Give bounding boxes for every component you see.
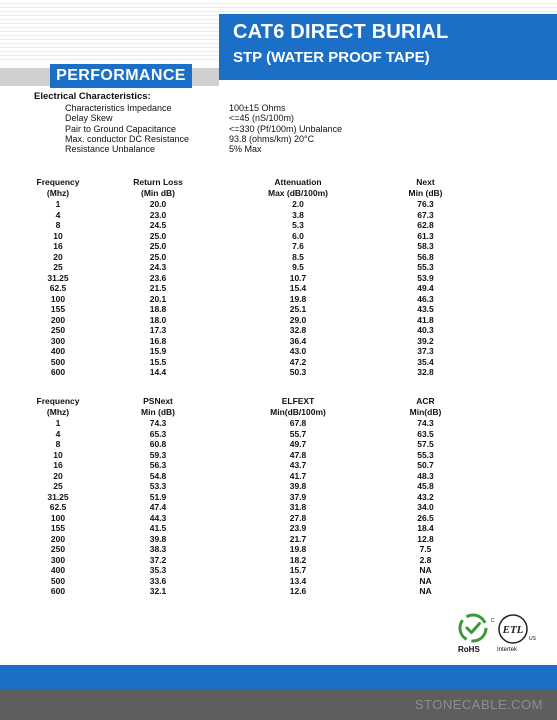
electrical-label: Pair to Ground Capacitance — [65, 123, 177, 134]
table-cell: 250 — [50, 325, 66, 335]
performance-table-1 — [28, 177, 483, 378]
table-cell: 39.8 — [149, 533, 167, 544]
table-cell: 51.9 — [149, 491, 167, 502]
table-cell: 24.5 — [149, 220, 167, 230]
table-row — [28, 439, 483, 450]
table-cell: 37.3 — [417, 346, 434, 356]
table-cell: 23.0 — [149, 209, 167, 220]
table-cell: 12.8 — [417, 533, 434, 544]
table-header-row — [28, 407, 483, 418]
electrical-value: <=45 (nS/100m) — [229, 113, 295, 124]
table-cell: 200 — [50, 533, 66, 544]
table-cell: 37.2 — [149, 554, 167, 565]
table-row — [28, 273, 483, 284]
table-cell: 20.0 — [149, 199, 167, 209]
table-cell: 2.0 — [292, 199, 304, 209]
table-row — [28, 471, 483, 482]
table-cell: 18.4 — [417, 523, 434, 533]
table-cell: 400 — [50, 346, 66, 356]
table-cell: 20.1 — [149, 293, 167, 304]
column-header: Min (dB) — [408, 188, 443, 198]
table-cell: 18.8 — [149, 304, 167, 314]
electrical-heading: Electrical Characteristics: — [34, 91, 151, 102]
table-cell: 38.3 — [149, 544, 167, 554]
table-cell: 15.4 — [289, 283, 307, 293]
etl-c-mark: C — [491, 618, 495, 624]
table-cell: 41.8 — [417, 314, 434, 325]
table-row — [28, 294, 483, 305]
table-cell: 8.5 — [292, 251, 304, 262]
table-cell: 57.5 — [417, 439, 434, 449]
column-header: Return Loss — [133, 177, 183, 187]
table-cell: 4 — [55, 428, 61, 439]
column-header: Frequency — [36, 177, 80, 187]
table-header-row — [28, 396, 483, 407]
product-title: CAT6 DIRECT BURIAL — [233, 21, 449, 43]
electrical-value: <=330 (Pf/100m) Unbalance — [229, 123, 343, 134]
table-cell: 23.6 — [149, 272, 167, 283]
table-row — [28, 429, 483, 440]
electrical-value: 93.8 (ohms/km) 20°C — [229, 133, 315, 144]
table-row — [28, 576, 483, 587]
footer-website: STONECABLE.COM — [414, 697, 543, 712]
column-header: Min (dB) — [141, 407, 175, 417]
column-header: (Mhz) — [46, 188, 70, 198]
table-cell: 3.8 — [292, 209, 304, 220]
rohs-label: RoHS — [458, 645, 480, 654]
column-header: (Min dB) — [141, 188, 175, 198]
table-cell: 65.3 — [149, 428, 167, 439]
table-cell: 43.2 — [417, 491, 434, 502]
table-cell: 58.3 — [417, 241, 434, 251]
table-cell: 67.3 — [417, 209, 434, 220]
table-cell: 25.0 — [149, 251, 167, 262]
table-cell: 53.9 — [417, 272, 434, 283]
table-cell: 54.8 — [149, 470, 167, 481]
table-cell: 25.0 — [149, 241, 167, 251]
electrical-value: 100±15 Ohms — [229, 103, 286, 113]
table-cell: 47.8 — [289, 449, 307, 460]
table-cell: 500 — [50, 575, 66, 586]
rohs-recycle-check-icon — [458, 613, 488, 643]
table-cell: NA — [419, 565, 432, 575]
column-header: ELFEXT — [281, 396, 315, 406]
table-cell: 27.8 — [289, 512, 307, 523]
table-cell: 7.6 — [292, 241, 304, 251]
column-header: (Mhz) — [46, 407, 70, 417]
table-cell: 250 — [50, 544, 66, 554]
table-cell: 32.1 — [149, 586, 167, 596]
table-cell: 16.8 — [149, 335, 167, 346]
table-cell: 31.25 — [47, 272, 69, 283]
table-cell: 45.8 — [417, 481, 434, 491]
table-cell: 16 — [53, 241, 63, 251]
table-cell: 41.7 — [289, 470, 307, 481]
table-cell: 49.7 — [289, 439, 307, 449]
column-header: Frequency — [36, 396, 80, 406]
table-cell: 18.0 — [149, 314, 167, 325]
table-cell: 25.1 — [289, 304, 307, 314]
table-cell: NA — [419, 575, 432, 586]
table-cell: 9.5 — [292, 262, 304, 272]
table-cell: 55.3 — [417, 449, 434, 460]
table-cell: 55.7 — [289, 428, 307, 439]
table-cell: 155 — [50, 523, 66, 533]
table-cell: 62.5 — [49, 502, 67, 512]
table-row — [28, 304, 483, 315]
table-header-row — [28, 177, 483, 188]
table-cell: 63.5 — [417, 428, 434, 439]
table-cell: 1 — [55, 199, 61, 209]
table-cell: 10 — [53, 230, 63, 241]
table-cell: 43.0 — [289, 346, 307, 356]
table-cell: 6.0 — [292, 230, 304, 241]
table-cell: 25 — [53, 481, 63, 491]
table-cell: 46.3 — [417, 293, 434, 304]
column-header: Min(dB) — [409, 407, 442, 417]
table-cell: 19.8 — [289, 293, 307, 304]
table-row — [28, 481, 483, 492]
table-cell: 56.3 — [149, 460, 167, 470]
table-cell: 7.5 — [419, 544, 432, 554]
table-cell: 55.3 — [417, 262, 434, 272]
table-row — [28, 336, 483, 347]
table-cell: 67.8 — [289, 418, 307, 428]
table-cell: 33.6 — [149, 575, 167, 586]
column-header: Max (dB/100m) — [268, 188, 328, 198]
electrical-label: Delay Skew — [65, 113, 113, 124]
table-cell: 500 — [50, 356, 66, 367]
table-cell: 29.0 — [289, 314, 307, 325]
table-cell: 50.7 — [417, 460, 434, 470]
table-cell: 10 — [53, 449, 63, 460]
table-cell: 100 — [50, 293, 66, 304]
performance-table-2 — [28, 396, 483, 597]
table-cell: 5.3 — [292, 220, 304, 230]
table-cell: 48.3 — [417, 470, 434, 481]
table-cell: 20 — [53, 251, 63, 262]
column-header: PSNext — [143, 396, 173, 406]
table-cell: 10.7 — [289, 272, 307, 283]
table-cell: 49.4 — [417, 283, 434, 293]
table-cell: 39.8 — [289, 481, 307, 491]
table-row — [28, 502, 483, 513]
table-cell: 25 — [53, 262, 63, 272]
table-row — [28, 262, 483, 273]
table-cell: 8 — [55, 220, 61, 230]
table-row — [28, 534, 483, 545]
table-row — [28, 418, 483, 429]
table-cell: 47.4 — [149, 502, 167, 512]
table-cell: 31.25 — [47, 491, 69, 502]
table-cell: 21.7 — [289, 533, 307, 544]
table-cell: 50.3 — [289, 367, 307, 377]
table-cell: 20 — [53, 470, 63, 481]
table-row — [28, 492, 483, 503]
table-cell: 100 — [50, 512, 66, 523]
table-cell: 15.5 — [149, 356, 167, 367]
etl-listed-icon — [497, 613, 529, 645]
table-cell: 31.8 — [289, 502, 307, 512]
table-row — [28, 252, 483, 263]
table-cell: 2.8 — [419, 554, 432, 565]
column-header: ACR — [416, 396, 435, 406]
table-cell: 41.5 — [149, 523, 167, 533]
table-cell: 15.9 — [149, 346, 167, 356]
table-cell: 300 — [50, 335, 66, 346]
title-banner — [219, 14, 557, 80]
table-cell: 53.3 — [149, 481, 167, 491]
table-cell: 17.3 — [149, 325, 167, 335]
table-row — [28, 460, 483, 471]
table-row — [28, 231, 483, 242]
table-cell: 59.3 — [149, 449, 167, 460]
table-cell: 43.7 — [289, 460, 307, 470]
table-row — [28, 241, 483, 252]
table-row — [28, 586, 483, 597]
column-header: Next — [416, 177, 435, 187]
table-cell: 56.8 — [417, 251, 434, 262]
table-row — [28, 346, 483, 357]
table-cell: 600 — [50, 367, 66, 377]
table-cell: 600 — [50, 586, 66, 596]
table-cell: NA — [419, 586, 432, 596]
svg-text:ETL: ETL — [502, 624, 524, 636]
column-header: Attenuation — [274, 177, 322, 187]
section-title: PERFORMANCE — [50, 64, 192, 88]
table-cell: 16 — [53, 460, 63, 470]
table-cell: 62.8 — [417, 220, 434, 230]
table-row — [28, 283, 483, 294]
table-cell: 39.2 — [417, 335, 434, 346]
column-header: Min(dB/100m) — [270, 407, 326, 417]
table-cell: 32.8 — [417, 367, 434, 377]
table-cell: 24.3 — [149, 262, 167, 272]
table-cell: 25.0 — [149, 230, 167, 241]
table-cell: 26.5 — [417, 512, 434, 523]
table-cell: 21.5 — [149, 283, 167, 293]
table-cell: 23.9 — [289, 523, 307, 533]
table-row — [28, 220, 483, 231]
table-cell: 44.3 — [149, 512, 167, 523]
product-subtitle: STP (WATER PROOF TAPE) — [233, 49, 430, 66]
table-cell: 43.5 — [417, 304, 434, 314]
table-header-row — [28, 188, 483, 199]
table-cell: 76.3 — [417, 199, 434, 209]
table-row — [28, 450, 483, 461]
table-cell: 37.9 — [289, 491, 307, 502]
table-cell: 12.6 — [289, 586, 307, 596]
table-row — [28, 544, 483, 555]
table-cell: 4 — [55, 209, 61, 220]
table-row — [28, 199, 483, 210]
table-row — [28, 367, 483, 378]
table-cell: 32.8 — [289, 325, 307, 335]
table-cell: 60.8 — [149, 439, 167, 449]
table-cell: 35.4 — [417, 356, 434, 367]
table-cell: 15.7 — [289, 565, 307, 575]
electrical-label: Characteristics Impedance — [65, 103, 172, 113]
table-cell: 155 — [50, 304, 66, 314]
table-row — [28, 555, 483, 566]
electrical-value: 5% Max — [229, 144, 262, 155]
table-cell: 74.3 — [149, 418, 167, 428]
table-cell: 19.8 — [289, 544, 307, 554]
table-cell: 36.4 — [289, 335, 307, 346]
table-cell: 1 — [55, 418, 61, 428]
table-row — [28, 210, 483, 221]
table-row — [28, 523, 483, 534]
table-cell: 34.0 — [417, 502, 434, 512]
intertek-label: Intertek — [497, 647, 518, 653]
table-cell: 35.3 — [149, 565, 167, 575]
etl-us-mark: US — [529, 636, 536, 642]
table-cell: 18.2 — [289, 554, 307, 565]
table-cell: 61.3 — [417, 230, 434, 241]
electrical-label: Resistance Unbalance — [65, 144, 156, 155]
table-row — [28, 513, 483, 524]
table-cell: 13.4 — [289, 575, 307, 586]
table-cell: 400 — [50, 565, 66, 575]
table-row — [28, 565, 483, 576]
table-cell: 14.4 — [149, 367, 167, 377]
table-cell: 300 — [50, 554, 66, 565]
table-cell: 74.3 — [417, 418, 434, 428]
table-cell: 40.3 — [417, 325, 434, 335]
footer-blue-bar — [0, 665, 557, 689]
table-cell: 8 — [55, 439, 61, 449]
table-row — [28, 325, 483, 336]
electrical-label: Max. conductor DC Resistance — [65, 133, 190, 144]
table-cell: 47.2 — [289, 356, 307, 367]
table-cell: 200 — [50, 314, 66, 325]
table-row — [28, 357, 483, 368]
table-cell: 62.5 — [49, 283, 67, 293]
table-row — [28, 315, 483, 326]
